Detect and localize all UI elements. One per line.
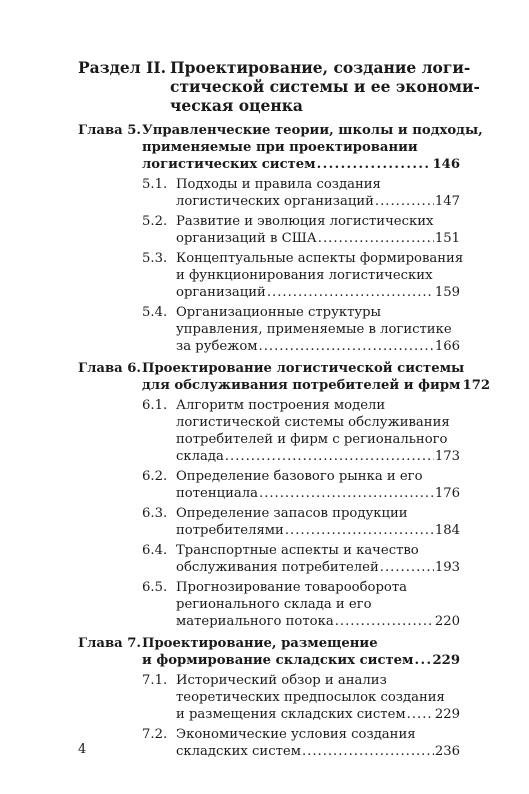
- toc-subsection[interactable]: [142, 579, 460, 630]
- chapter-title: [142, 122, 483, 173]
- subsection-number: 7.2.: [142, 727, 168, 742]
- toc-subsection[interactable]: [142, 304, 460, 355]
- chapter-title-line: Управленческие теории, школы и подходы,: [142, 123, 483, 138]
- toc-entry-lastline: [142, 652, 460, 669]
- toc-subsection[interactable]: [142, 726, 460, 760]
- toc-subsection[interactable]: [142, 213, 460, 247]
- subsection-title-line: Развитие и эволюция логистических: [176, 214, 434, 229]
- toc-page-number: 146: [432, 157, 460, 172]
- subsection-title: [176, 579, 460, 630]
- toc-subsection[interactable]: [142, 176, 460, 210]
- subsection-number: 5.1.: [142, 177, 168, 192]
- subsection-title-line: Алгоритм построения модели: [176, 398, 386, 413]
- toc-entry-text: склада: [176, 449, 224, 464]
- dot-leader: [375, 193, 434, 210]
- subsection-number: 6.3.: [142, 506, 168, 521]
- toc-entry-lastline: [176, 613, 460, 630]
- subsection-title-line: Подходы и правила создания: [176, 177, 381, 192]
- subsection-title-line: потребителей и фирм с регионального: [176, 432, 448, 447]
- chapter-number: Глава 6.: [78, 361, 142, 376]
- toc-entry-lastline: [176, 448, 460, 465]
- toc-page-number: 151: [434, 231, 460, 246]
- subsection-title-line: и функционирования логистических: [176, 268, 433, 283]
- section-number: Раздел II.: [78, 58, 167, 77]
- toc-entry-lastline: [176, 706, 460, 723]
- toc-chapter[interactable]: [78, 122, 483, 173]
- chapter-title: [142, 360, 491, 394]
- subsection-title: [176, 542, 460, 576]
- subsection-title-line: управления, применяемые в логистике: [176, 322, 452, 337]
- toc-page-number: 172: [462, 378, 491, 393]
- subsection-title-line: Транспортные аспекты и качество: [176, 543, 419, 558]
- toc-subsection[interactable]: [142, 397, 460, 465]
- toc-page-number: 184: [434, 523, 460, 538]
- section-title-line: Проектирование, создание логи-: [170, 58, 471, 77]
- toc-page-number: 176: [434, 486, 460, 501]
- subsection-title: [176, 397, 460, 465]
- toc-entry-text: для обслуживания потребителей и фирм: [142, 378, 461, 393]
- toc-entry-text: логистических организаций: [176, 194, 374, 209]
- dot-leader: [267, 284, 434, 301]
- toc-entry-text: организаций в США: [176, 231, 317, 246]
- subsection-title: [176, 304, 460, 355]
- dot-leader: [225, 448, 434, 465]
- subsection-title-line: Определение базового рынка и его: [176, 469, 423, 484]
- dot-leader: [407, 706, 434, 723]
- dot-leader: [317, 156, 432, 173]
- subsection-title-line: логистической системы обслуживания: [176, 415, 450, 430]
- toc-entry-text: за рубежом: [176, 339, 258, 354]
- subsection-title: [176, 468, 460, 502]
- dot-leader: [318, 230, 434, 247]
- subsection-number: 6.4.: [142, 543, 168, 558]
- toc-entry-lastline: [176, 193, 460, 210]
- subsection-title-line: Экономические условия создания: [176, 727, 416, 742]
- chapter-number: Глава 7.: [78, 636, 142, 651]
- toc-entry-text: и формирование складских систем: [142, 653, 414, 668]
- dot-leader: [285, 522, 434, 539]
- dot-leader: [259, 485, 434, 502]
- toc-page-number: 236: [434, 744, 460, 759]
- toc-entry-text: логистических систем: [142, 157, 316, 172]
- section-title-line: стической системы и ее экономи-: [170, 77, 480, 96]
- subsection-title: [176, 726, 460, 760]
- toc-chapter[interactable]: [78, 635, 460, 669]
- toc-entry-lastline: [176, 559, 460, 576]
- dot-leader: [335, 613, 434, 630]
- section-title: [170, 58, 480, 115]
- toc-page-number: 193: [434, 560, 460, 575]
- subsection-title-line: Прогнозирование товарооборота: [176, 580, 408, 595]
- toc-entry-text: материального потока: [176, 614, 334, 629]
- subsection-title-line: Организационные структуры: [176, 305, 382, 320]
- table-of-contents: [78, 122, 491, 765]
- chapter-title-line: Проектирование, размещение: [142, 636, 378, 651]
- subsection-title: [176, 505, 460, 539]
- dot-leader: [302, 743, 434, 760]
- subsection-number: 6.5.: [142, 580, 168, 595]
- toc-subsection[interactable]: [142, 468, 460, 502]
- toc-page-number: 220: [434, 614, 460, 629]
- page-number: 4: [78, 742, 87, 757]
- toc-subsection[interactable]: [142, 250, 464, 301]
- toc-entry-lastline: [176, 485, 460, 502]
- subsection-title-line: Исторический обзор и анализ: [176, 673, 387, 688]
- toc-entry-lastline: [176, 338, 460, 355]
- chapter-number: Глава 5.: [78, 123, 142, 138]
- toc-entry-lastline: [176, 230, 460, 247]
- toc-entry-lastline: [142, 156, 460, 173]
- subsection-number: 6.2.: [142, 469, 168, 484]
- toc-entry-text: и размещения складских систем: [176, 707, 406, 722]
- chapter-title: [142, 635, 460, 669]
- toc-subsection[interactable]: [142, 672, 460, 723]
- subsection-title-line: теоретических предпосылок создания: [176, 690, 445, 705]
- toc-page-number: 229: [434, 707, 460, 722]
- subsection-title: [176, 250, 464, 301]
- toc-entry-text: организаций: [176, 285, 266, 300]
- toc-entry-lastline: [176, 743, 460, 760]
- toc-subsection[interactable]: [142, 542, 460, 576]
- toc-entry-lastline: [176, 522, 460, 539]
- subsection-title: [176, 176, 460, 210]
- toc-page-number: 229: [432, 653, 460, 668]
- chapter-title-line: Проектирование логистической системы: [142, 361, 465, 376]
- subsection-number: 5.4.: [142, 305, 168, 320]
- toc-entry-lastline: [176, 284, 460, 301]
- subsection-number: 7.1.: [142, 673, 168, 688]
- subsection-title: [176, 213, 460, 247]
- toc-page-number: 159: [434, 285, 460, 300]
- chapter-title-line: применяемые при проектировании: [142, 140, 418, 155]
- subsection-number: 5.2.: [142, 214, 168, 229]
- chapter-spacer: [78, 763, 460, 765]
- section-title-line: ческая оценка: [170, 96, 303, 115]
- toc-entry-text: потребителями: [176, 523, 284, 538]
- dot-leader: [259, 338, 434, 355]
- dot-leader: [380, 559, 434, 576]
- dot-leader: [415, 652, 432, 669]
- subsection-title: [176, 672, 460, 723]
- subsection-title-line: Концептуальные аспекты формирования: [176, 251, 464, 266]
- toc-entry-text: складских систем: [176, 744, 301, 759]
- toc-chapter[interactable]: [78, 360, 491, 394]
- toc-entry-text: обслуживания потребителей: [176, 560, 379, 575]
- subsection-title-line: регионального склада и его: [176, 597, 372, 612]
- subsection-title-line: Определение запасов продукции: [176, 506, 408, 521]
- toc-page-number: 166: [434, 339, 460, 354]
- subsection-number: 6.1.: [142, 398, 168, 413]
- subsection-number: 5.3.: [142, 251, 168, 266]
- toc-entry-lastline: [142, 377, 491, 394]
- toc-subsection[interactable]: [142, 505, 460, 539]
- toc-entry-text: потенциала: [176, 486, 258, 501]
- toc-page-number: 173: [434, 449, 460, 464]
- toc-page-number: 147: [434, 194, 460, 209]
